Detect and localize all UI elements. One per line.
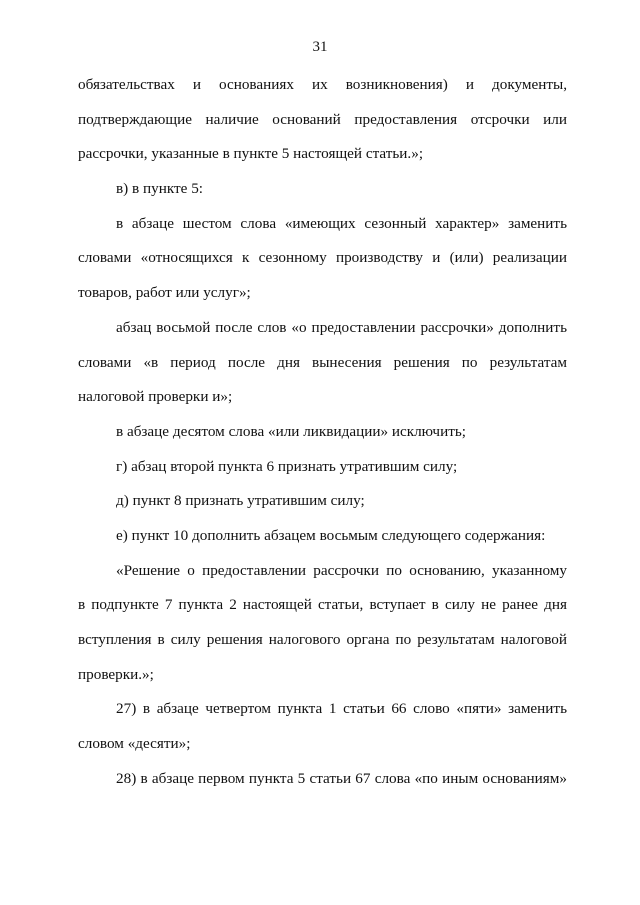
text-line: абзац восьмой после слов «о предоставлении рассрочки» дополнить (116, 318, 567, 336)
text-line: д) пункт 8 признать утратившим силу; (116, 492, 365, 510)
text-line: проверки.»; (78, 665, 154, 683)
page-number: 31 (312, 39, 328, 55)
text-line: 27) в абзаце четвертом пункта 1 статьи 66 слово «пяти» заменить (116, 700, 567, 718)
text-line: налоговой проверки и»; (78, 388, 233, 406)
text-line: товаров, работ или услуг»; (78, 284, 251, 302)
text-line: вступления в силу решения налогового органа по результатам налоговой (78, 631, 567, 648)
text-line: в абзаце десятом слова «или ликвидации» исключить; (116, 422, 466, 440)
text-line: словами «в период после дня вынесения решения по результатам (78, 353, 567, 371)
text-line: 28) в абзаце первом пункта 5 статьи 67 слова «по иным основаниям» (116, 769, 567, 787)
text-line: е) пункт 10 дополнить абзацем восьмым следующего содержания: (116, 526, 546, 544)
text-line: в абзаце шестом слова «имеющих сезонный характер» заменить (116, 214, 567, 232)
text-line: в подпункте 7 пункта 2 настоящей статьи, вступает в силу не ранее дня (78, 596, 567, 614)
document-body (78, 75, 567, 803)
text-line: г) абзац второй пункта 6 признать утратившим силу; (116, 457, 458, 475)
text-line: словом «десяти»; (78, 735, 191, 753)
text-line: в) в пункте 5: (116, 180, 204, 198)
text-line: словами «относящихся к сезонному производству и (или) реализации (78, 249, 567, 267)
text-line: «Решение о предоставлении рассрочки по основанию, указанному (116, 561, 567, 579)
text-line: обязательствах и основаниях их возникновения) и документы, (78, 76, 567, 93)
text-line: подтверждающие наличие оснований предоставления отсрочки или (78, 110, 567, 128)
text-line: рассрочки, указанные в пункте 5 настоящей статьи.»; (78, 145, 424, 163)
